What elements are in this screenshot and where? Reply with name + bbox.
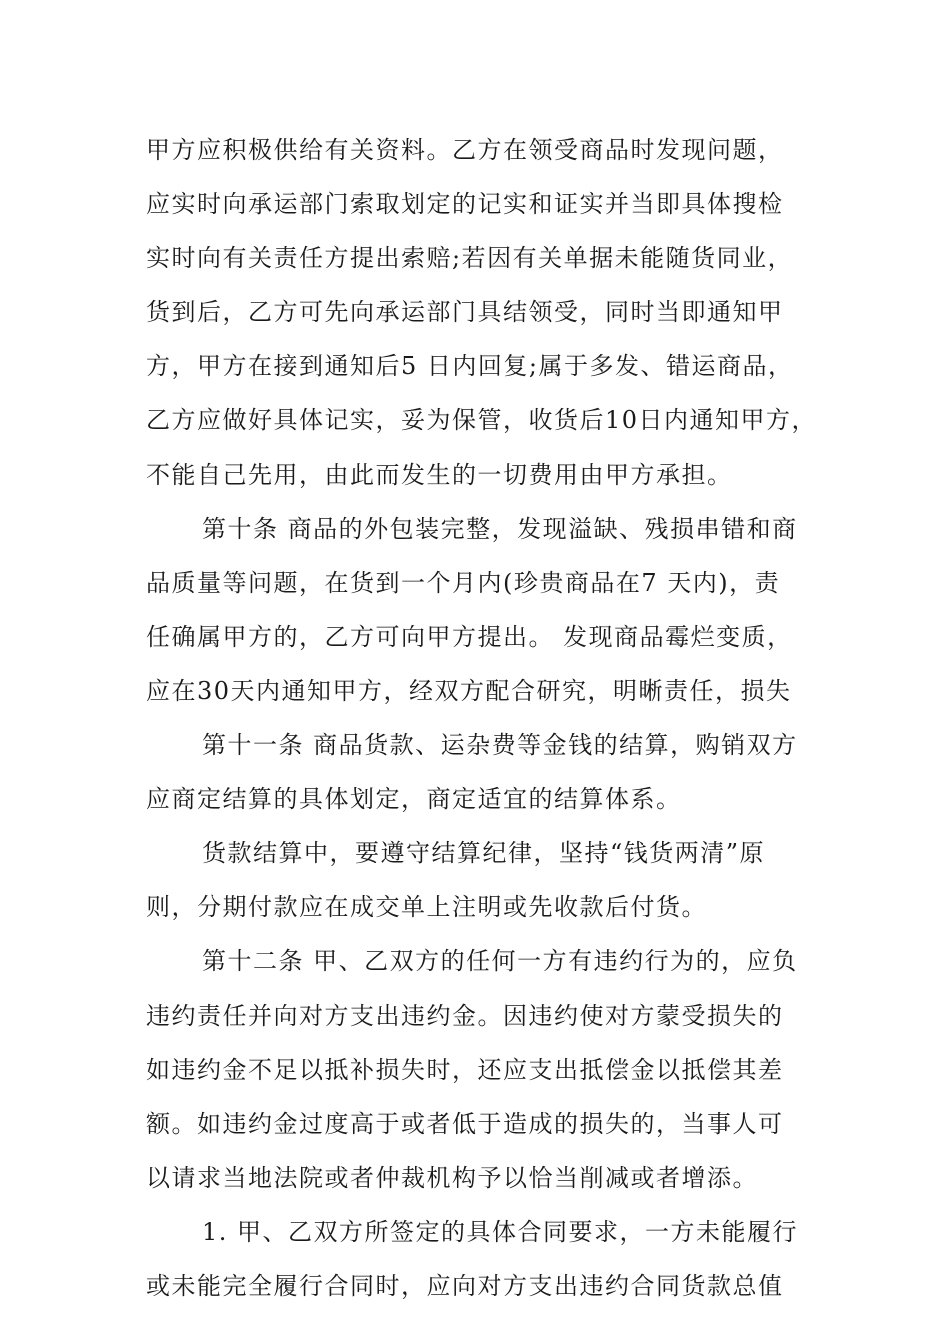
article-12-line: 第十二条 甲、乙双方的任何一方有违约行为的，应负 xyxy=(202,947,798,976)
text-line: 甲方应积极供给有关资料。乙方在领受商品时发现问题， xyxy=(146,136,784,164)
text-line: 乙方应做好具体记实，妥为保管，收货后10日内通知甲方， xyxy=(146,406,818,435)
paragraph-start-line: 货款结算中，要遵守结算纪律，坚持“钱货两清”原 xyxy=(202,839,766,868)
text-line: 违约责任并向对方支出违约金。因违约使对方蒙受损失的 xyxy=(146,1001,784,1030)
text-line: 或未能完全履行合同时，应向对方支出违约合同货款总值 xyxy=(146,1271,784,1300)
text-line: 不能自己先用，由此而发生的一切费用由甲方承担。 xyxy=(146,460,733,489)
text-line: 以请求当地法院或者仲裁机构予以恰当削减或者增添。 xyxy=(146,1163,758,1192)
text-line: 如违约金不足以抵补损失时，还应支出抵偿金以抵偿其差 xyxy=(146,1055,784,1084)
text-line: 应实时向承运部门索取划定的记实和证实并当即具体搜检 xyxy=(146,190,784,219)
article-11-line: 第十一条 商品货款、运杂费等金钱的结算，购销双方 xyxy=(202,731,798,760)
text-line: 则，分期付款应在成交单上注明或先收款后付货。 xyxy=(146,893,707,922)
text-line: 方，甲方在接到通知后5 日内回复;属于多发、错运商品， xyxy=(146,352,794,381)
text-line: 品质量等问题，在货到一个月内(珍贵商品在7 天内)，责 xyxy=(146,568,781,597)
text-line: 应商定结算的具体划定，商定适宜的结算体系。 xyxy=(146,785,682,814)
text-line: 额。如违约金过度高于或者低于造成的损失的，当事人可 xyxy=(146,1109,784,1138)
contract-text xyxy=(146,130,826,1320)
text-line: 任确属甲方的，乙方可向甲方提出。 发现商品霉烂变质， xyxy=(146,622,793,651)
text-line: 应在30天内通知甲方，经双方配合研究，明晰责任，损失 xyxy=(146,676,792,705)
text-line: 货到后，乙方可先向承运部门具结领受，同时当即通知甲 xyxy=(146,298,784,327)
item-1-line: 1. 甲、乙双方所签定的具体合同要求，一方未能履行 xyxy=(202,1217,799,1246)
text-line: 实时向有关责任方提出索赔;若因有关单据未能随货同业， xyxy=(146,244,794,273)
article-10-line: 第十条 商品的外包装完整，发现溢缺、残损串错和商 xyxy=(202,514,798,543)
